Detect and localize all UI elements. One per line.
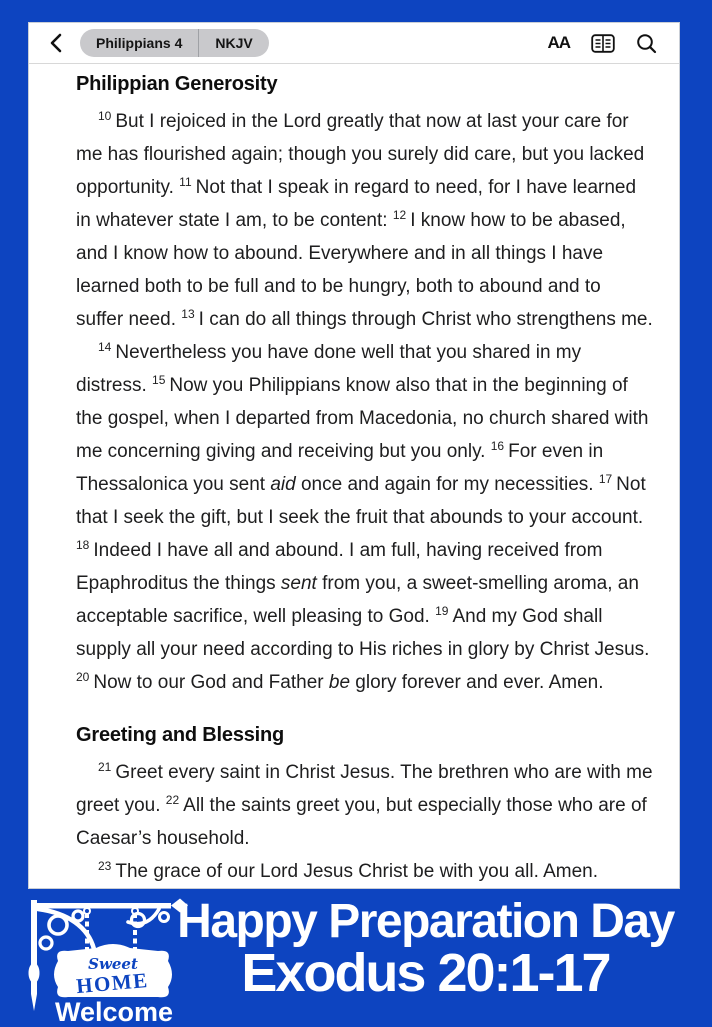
bible-reader-panel <box>28 22 680 889</box>
reference-version-pill <box>80 29 269 57</box>
banner-text <box>145 895 706 1003</box>
verse-paragraph[interactable]: $^{23}$ The grace of our Lord Jesus Christ be with you all. Amen. <box>98 859 598 882</box>
open-book-icon <box>591 34 615 53</box>
verse-paragraph[interactable]: $^{14}$ Nevertheless you have done well that you shared in my distress. $^{15}$ Now you Philippians know also that in the beginning of the gospel, when I departed from Macedonia, no church shared with me concerning giving and receiving but you only. $^{16}$ For even in Thessalonica you sent aid once and again for my necessities. $^{17}$ Not that I seek the gift, but I seek the fruit that abounds to your account. $^{18}$ Indeed I have all and abound. I am full, having received from Epaphroditus the things sent from you, a sweet-smelling aroma, an acceptable sacrifice, well pleasing to God. $^{19}$ And my God shall supply all your need according to His riches in glory by Christ Jesus. $^{20}$ Now to our God and Father be glory forever and ever. Amen. <box>76 340 650 693</box>
scripture-content <box>29 64 679 888</box>
banner-line-2: Exodus 20:1-17 <box>241 943 610 1003</box>
chevron-left-icon <box>49 33 62 53</box>
search-button[interactable] <box>636 33 657 54</box>
reader-view-button[interactable] <box>591 34 615 53</box>
back-button[interactable] <box>43 31 68 55</box>
sign-text-welcome: Welcome <box>54 997 174 1027</box>
header-actions <box>547 33 657 54</box>
section-heading-1: Philippian Generosity <box>76 73 278 95</box>
sign-text-home: HOME <box>75 967 150 999</box>
version-selector[interactable]: NKJV <box>199 29 268 57</box>
reader-header <box>29 23 679 64</box>
verse-paragraph[interactable]: $^{21}$ Greet every saint in Christ Jesus. The brethren who are with me greet you. $^{22}$ All the saints greet you, but especially those who are of Caesar’s household. <box>76 760 653 849</box>
banner-line-1: Happy Preparation Day <box>177 895 674 948</box>
search-icon <box>636 33 657 54</box>
section-heading-2: Greeting and Blessing <box>76 724 285 746</box>
book-chapter-selector[interactable]: Philippians 4 <box>80 29 198 57</box>
font-settings-button[interactable]: AA <box>547 33 570 52</box>
verse-paragraph[interactable]: $^{10}$ But I rejoiced in the Lord greatly that now at last your care for me has flourished again; though you surely did care, but you lacked opportunity. $^{11}$ Not that I speak in regard to need, for I have learned in whatever state I am, to be content: $^{12}$ I know how to be abased, and I know how to abound. Everywhere and in all things I have learned both to be full and to be hungry, both to abound and to suffer need. $^{13}$ I can do all things through Christ who strengthens me. <box>76 109 653 330</box>
footer-banner <box>0 889 712 1027</box>
sign-text-sweet: Sweet <box>88 955 138 973</box>
